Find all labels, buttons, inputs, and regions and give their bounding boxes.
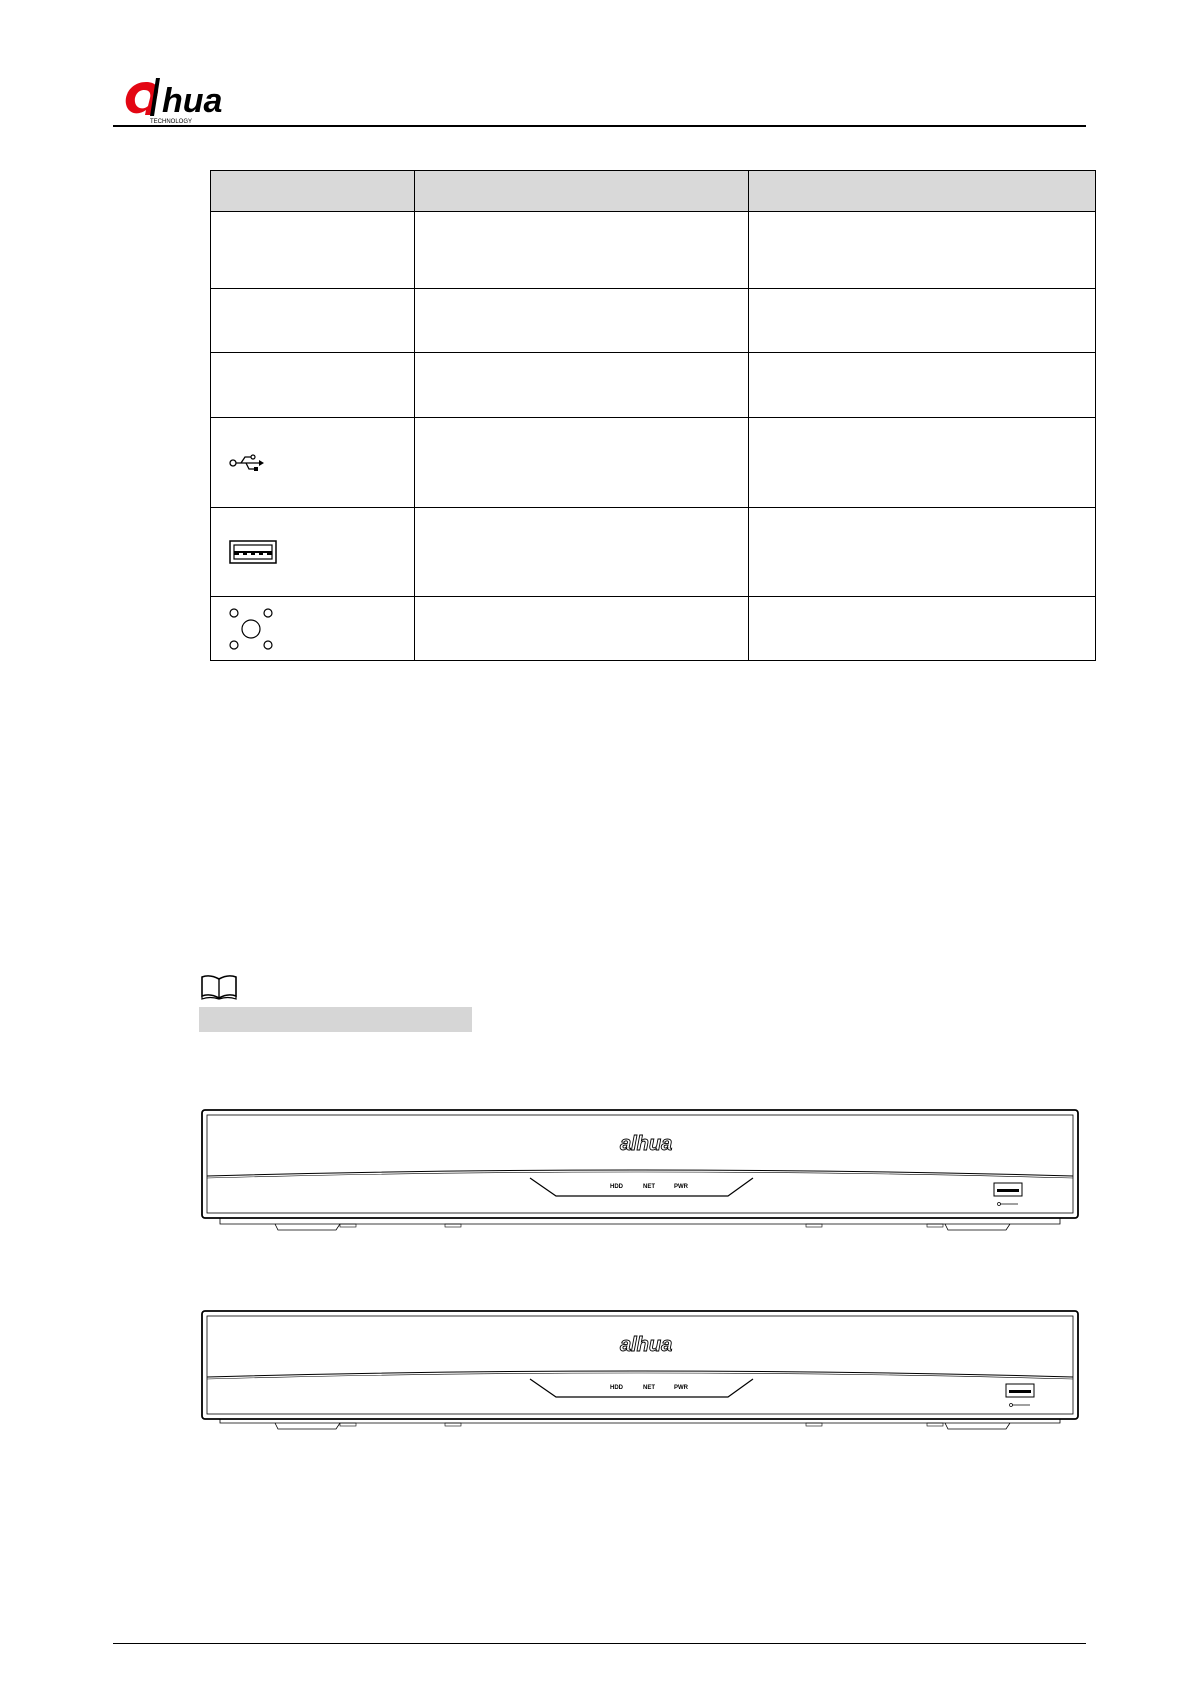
note-highlight-bar bbox=[199, 1007, 472, 1032]
footer-rule bbox=[113, 1643, 1086, 1644]
table-header-cell bbox=[749, 171, 1096, 212]
net-indicator-label: NET bbox=[643, 1385, 655, 1391]
usb-port-icon bbox=[1006, 1384, 1034, 1407]
hdd-indicator-label: HDD bbox=[610, 1385, 623, 1391]
front-panel-table bbox=[210, 170, 1096, 661]
svg-text:alhua: alhua bbox=[620, 1334, 673, 1356]
table-row bbox=[211, 353, 1096, 418]
device-logo bbox=[620, 1334, 672, 1356]
table-row bbox=[211, 289, 1096, 353]
table-header-cell bbox=[415, 171, 749, 212]
header-rule bbox=[113, 125, 1086, 127]
table-row bbox=[211, 418, 1096, 508]
svg-text:alhua: alhua bbox=[620, 1133, 673, 1155]
table-row bbox=[211, 508, 1096, 597]
table-row bbox=[211, 212, 1096, 289]
net-indicator-label: NET bbox=[643, 1184, 655, 1190]
ir-receiver-icon bbox=[229, 607, 273, 651]
usb-port-icon bbox=[994, 1183, 1022, 1206]
svg-text:hua: hua bbox=[162, 82, 223, 120]
table-header-row bbox=[211, 171, 1096, 212]
device-front-panel-1 bbox=[200, 1108, 1080, 1236]
usb-symbol-icon bbox=[229, 453, 265, 473]
usb-port-icon bbox=[229, 540, 277, 564]
pwr-indicator-label: PWR bbox=[674, 1385, 688, 1391]
table-row bbox=[211, 597, 1096, 661]
table-header-cell bbox=[211, 171, 415, 212]
device-front-panel-2 bbox=[200, 1309, 1080, 1433]
book-note-icon bbox=[200, 974, 238, 1000]
dahua-logo bbox=[120, 70, 260, 126]
device-logo bbox=[620, 1133, 672, 1155]
hdd-indicator-label: HDD bbox=[610, 1184, 623, 1190]
pwr-indicator-label: PWR bbox=[674, 1184, 688, 1190]
svg-text:TECHNOLOGY: TECHNOLOGY bbox=[150, 119, 193, 125]
